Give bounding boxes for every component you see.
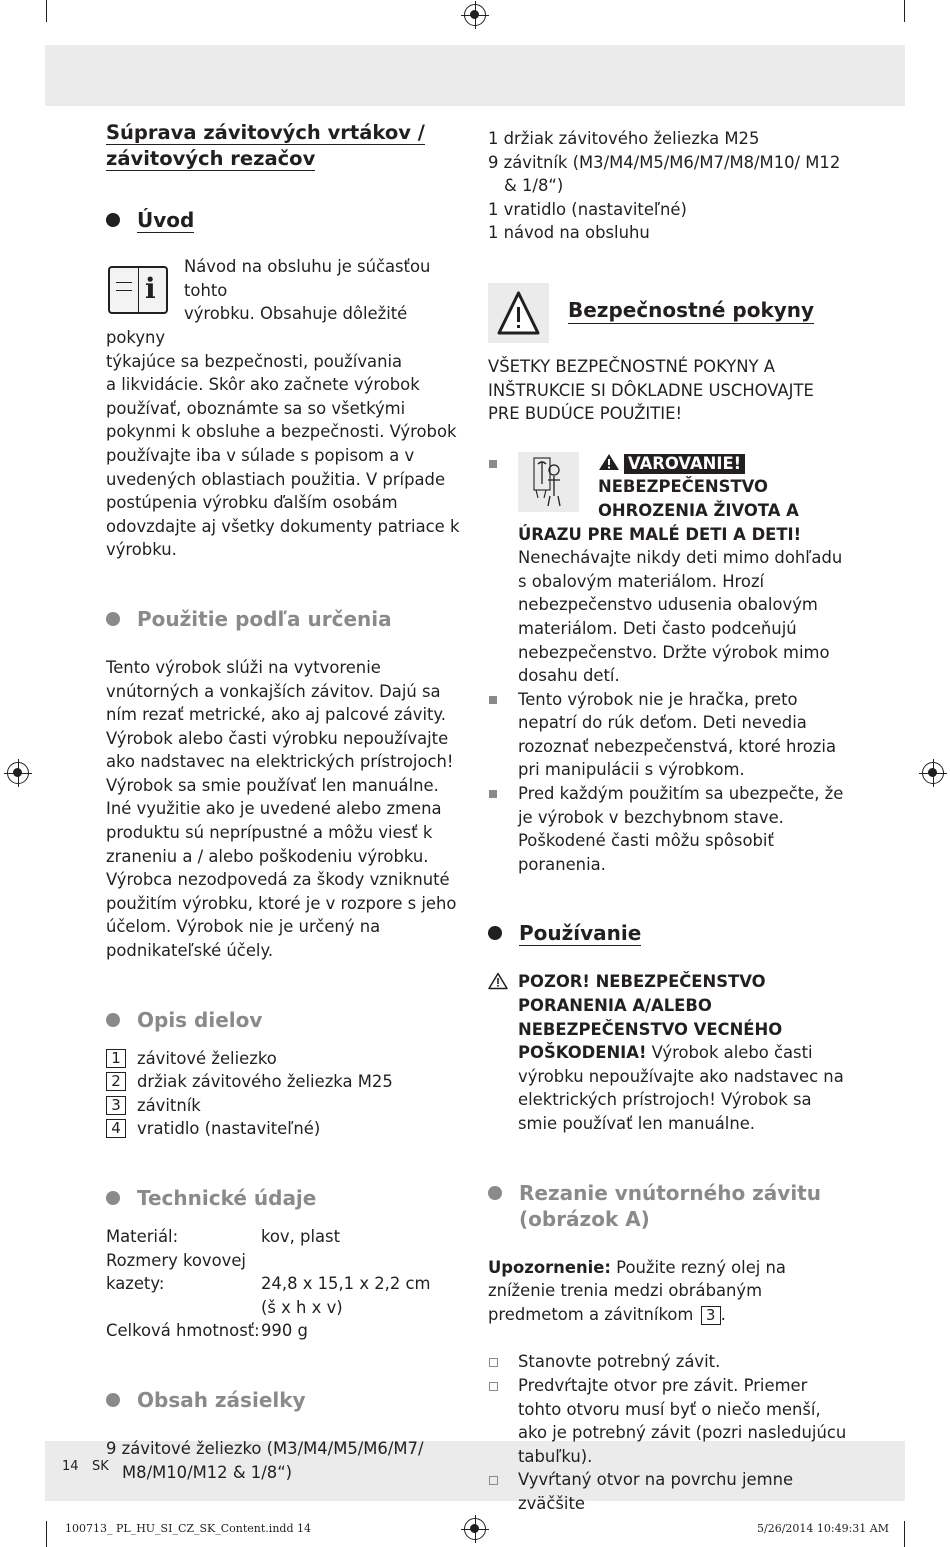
language-code: SK	[92, 1459, 109, 1474]
section-bullet-icon	[106, 1393, 120, 1407]
section-bullet-icon	[488, 926, 502, 940]
section-heading-pouzitie: Použitie podľa určenia	[106, 606, 466, 632]
list-item: Tento výrobok nie je hračka, preto nepatrí do rúk deťom. Deti nevedia rozoznať nebezpečenstvá, ktoré hrozia pri manipulácii s výrobkom.	[488, 688, 848, 782]
section-heading-rezanie: Rezanie vnútorného závitu (obrázok A)	[488, 1180, 848, 1232]
list-item: 2 držiak závitového želiezka M25	[106, 1070, 466, 1094]
registration-mark-icon	[7, 762, 29, 784]
list-item: Predvŕtajte otvor pre závit. Priemer tohto otvoru musí byť o niečo menší, ako je potrebný závit (pozri nasledujúcu tabuľku).	[488, 1374, 848, 1468]
caution-block: POZOR! NEBEZPEČENSTVO PORANENIA A/ALEBO NEBEZPEČENSTVO VECNÉHO POŠKODENIA! Výrobok alebo časti výrobku nepoužívajte ako nadstavec na elektrických prístrojoch! Výrobok sa smie používať len manuálne.	[488, 970, 848, 1135]
intro-block	[106, 255, 466, 562]
section-bullet-icon	[106, 612, 120, 626]
list-item: Vyvŕtaný otvor na povrchu jemne zväčšite	[488, 1468, 848, 1515]
section-heading-obsah: Obsah zásielky	[106, 1387, 466, 1413]
warning-line-1: NEBEZPEČENSTVO	[598, 477, 768, 497]
section-bullet-icon	[106, 1191, 120, 1205]
table-row: (š x h x v)	[261, 1297, 343, 1317]
slug-filename: 100713_ PL_HU_SI_CZ_SK_Content.indd 14	[65, 1522, 311, 1535]
list-item: 1 závitové želiezko	[106, 1047, 466, 1071]
safety-list	[488, 452, 848, 877]
warning-body: Nenechávajte nikdy deti mimo dohľadu s obalovým materiálom. Hrozí nebezpečenstvo udusenia obalovým materiálom. Deti často podceňujú nebezpečenstvo. Držte výrobok mimo dosahu detí.	[518, 548, 843, 686]
checkbox-bullet-icon	[489, 1382, 498, 1391]
registration-mark-icon	[464, 1518, 486, 1540]
section-bullet-icon	[106, 213, 120, 227]
obsah-item-2: 1 držiak závitového želiezka M25	[488, 129, 760, 148]
warning-triangle-icon	[488, 283, 549, 343]
registration-mark-icon	[464, 4, 486, 26]
section-heading-tech: Technické údaje	[106, 1185, 466, 1211]
slug-date: 5/26/2014 10:49:31 AM	[757, 1522, 890, 1535]
warning-line-3: ÚRAZU PRE MALÉ DETI A DETI!	[518, 524, 802, 544]
list-item	[488, 452, 848, 688]
list-item: 3 závitník	[106, 1094, 466, 1118]
child-warning-icon	[518, 452, 579, 512]
intro-line-1: Návod na obsluhu je súčasťou tohto	[184, 257, 431, 300]
part-number-box: 3	[701, 1306, 721, 1325]
obsah-item-5: 1 návod na obsluhu	[488, 223, 650, 243]
title-line-1: Súprava závitových vrtákov /	[106, 121, 425, 144]
section-heading-opis: Opis dielov	[106, 1007, 466, 1033]
checkbox-bullet-icon	[489, 1476, 498, 1485]
header-band	[45, 45, 905, 106]
caution-triangle-icon	[488, 972, 508, 990]
section-heading-pouzivanie: Používanie	[488, 920, 848, 946]
warning-triangle-icon	[598, 453, 620, 471]
safety-heading: Bezpečnostné pokyny	[488, 283, 848, 343]
obsah-item-4: 1 vratidlo (nastaviteľné)	[488, 199, 687, 219]
rezanie-note: Upozornenie: Použite rezný olej na zníženie trenia medzi obrábaným predmetom a závitníkom 3 .	[488, 1257, 786, 1324]
table-row: Celková hmotnosť: 990 g	[106, 1321, 308, 1341]
section-heading-uvod: Úvod	[106, 207, 466, 233]
section-bullet-icon	[106, 1013, 120, 1027]
intro-line-3: týkajúce sa bezpečnosti, používania	[106, 351, 403, 371]
right-column	[488, 127, 848, 1516]
spec-table	[106, 1225, 431, 1343]
table-row: kazety: 24,8 x 15,1 x 2,2 cm	[106, 1274, 431, 1294]
warning-line-2: OHROZENIA ŽIVOTA A	[598, 500, 799, 520]
list-item: Pred každým použitím sa ubezpečte, že je výrobok v bezchybnom stave. Poškodené časti môžu spôsobiť poranenia.	[488, 782, 848, 876]
section-bullet-icon	[488, 1186, 502, 1200]
crop-mark	[46, 1521, 47, 1547]
warning-badge: VAROVANIE!	[624, 454, 745, 474]
info-book-icon: i	[106, 258, 172, 320]
safety-caps: VŠETKY BEZPEČNOSTNÉ POKYNY A INŠTRUKCIE SI DÔKLADNE USCHOVAJTE PRE BUDÚCE POUŽITIE!	[488, 356, 814, 424]
registration-mark-icon	[922, 762, 944, 784]
steps-list	[488, 1350, 848, 1515]
document-title	[106, 120, 466, 171]
list-item: 4 vratidlo (nastaviteľné)	[106, 1117, 466, 1141]
obsah-item-3: 9 závitník (M3/M4/M5/M6/M7/M8/M10/ M12 & 1/8“)	[488, 152, 841, 196]
intro-body: a likvidácie. Skôr ako začnete výrobok používať, oboznámte sa so všetkými pokynmi k obsluhe a bezpečnosti. Výrobok používajte iba v súlade s popisom a v uvedených oblastiach použitia. V prípade postúpenia výrobku ďalším osobám odovzdajte aj všetky dokumenty patriace k výrobku.	[106, 375, 460, 560]
square-bullet-icon	[489, 696, 497, 704]
table-row: Rozmery kovovej	[106, 1250, 246, 1270]
list-item: Stanovte potrebný závit.	[488, 1350, 848, 1374]
page-number: 14	[62, 1459, 79, 1474]
obsah-item-1: 9 závitové želiezko (M3/M4/M5/M6/M7/ M8/M10/M12 & 1/8“)	[106, 1438, 424, 1482]
crop-mark	[46, 0, 47, 22]
crop-mark	[904, 1521, 905, 1547]
parts-list	[106, 1047, 466, 1141]
square-bullet-icon	[489, 790, 497, 798]
title-line-2: závitových rezačov	[106, 146, 316, 170]
left-column	[106, 120, 466, 1484]
square-bullet-icon	[489, 460, 497, 468]
checkbox-bullet-icon	[489, 1358, 498, 1367]
pouzitie-body: Tento výrobok slúži na vytvorenie vnútorných a vonkajších závitov. Dajú sa ním rezať metrické, ako aj palcové závity. Výrobok alebo časti výrobku nepoužívajte ako nadstavec na elektrických prístrojoch! Výrobok sa smie používať len manuálne. Iné využitie ako je uvedené alebo zmena produktu sú neprípustné a môžu viesť k zraneniu a / alebo poškodeniu výrobku. Výrobca nezodpovedá za škody vzniknuté použitím výrobku, ktoré je v rozpore s jeho účelom. Výrobok nie je určený na podnikateľské účely.	[106, 657, 457, 961]
intro-line-2: výrobku. Obsahuje dôležité pokyny	[106, 304, 408, 347]
crop-mark	[904, 0, 905, 22]
table-row: Materiál: kov, plast	[106, 1227, 341, 1246]
